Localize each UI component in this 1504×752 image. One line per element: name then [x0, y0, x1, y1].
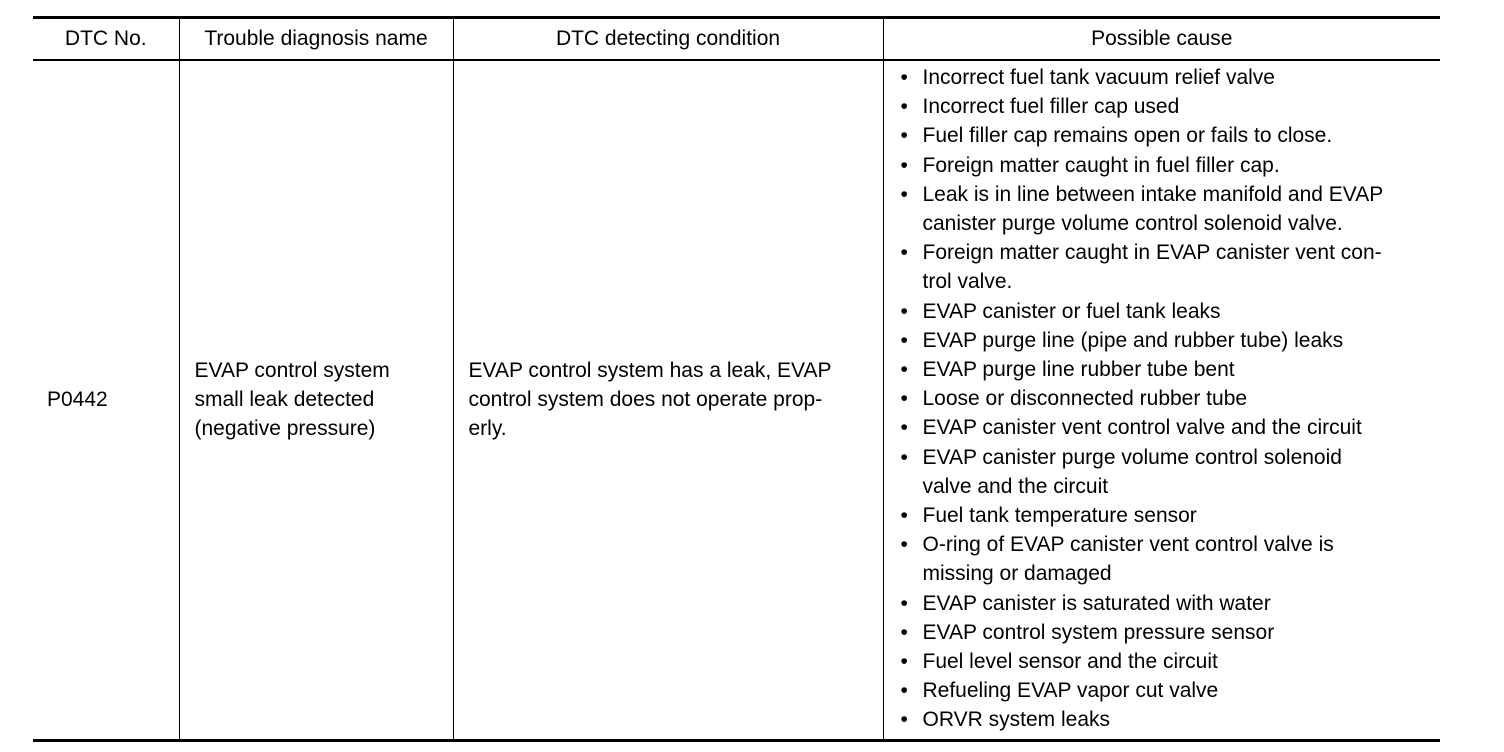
cause-item: • Loose or disconnected rubber tube — [899, 384, 1435, 413]
cause-item: • EVAP canister is saturated with water — [899, 589, 1435, 618]
header-diagnosis-name: Trouble diagnosis name — [179, 18, 453, 61]
header-detecting-condition: DTC detecting condition — [453, 18, 883, 61]
dtc-code-cell: P0442 — [47, 388, 108, 412]
condition-line: erly. — [468, 417, 507, 441]
detecting-condition-cell — [453, 60, 883, 740]
cause-item: • EVAP purge line (pipe and rubber tube) leaks — [899, 326, 1435, 355]
cause-item: • EVAP purge line rubber tube bent — [899, 355, 1435, 384]
cause-item: • Fuel level sensor and the circuit — [899, 647, 1435, 676]
cause-item: • EVAP control system pressure sensor — [899, 618, 1435, 647]
possible-cause-cell — [883, 60, 1440, 740]
header-dtc-no: DTC No. — [64, 27, 147, 50]
cause-item: • EVAP canister or fuel tank leaks — [899, 297, 1435, 326]
dtc-table-wrapper — [33, 16, 1440, 742]
diagnosis-name-cell — [179, 60, 453, 740]
diagnosis-name-line: EVAP control system — [194, 359, 390, 383]
possible-cause-list — [899, 63, 1435, 735]
condition-line: control system does not operate prop- — [468, 388, 823, 412]
condition-line: EVAP control system has a leak, EVAP — [468, 359, 832, 383]
cause-item: • EVAP canister vent control valve and the circuit — [899, 413, 1435, 442]
header-row — [33, 18, 1440, 61]
cause-item: • Refueling EVAP vapor cut valve — [899, 676, 1435, 705]
diagnosis-name-line: (negative pressure) — [194, 417, 376, 441]
cause-item: • Fuel filler cap remains open or fails to close. — [899, 121, 1435, 150]
table-row — [33, 60, 1440, 740]
cause-item: • Fuel tank temperature sensor — [899, 501, 1435, 530]
cause-item: • Foreign matter caught in fuel filler cap. — [899, 151, 1435, 180]
cause-item: • Incorrect fuel filler cap used — [899, 92, 1435, 121]
cause-item: • Incorrect fuel tank vacuum relief valve — [899, 63, 1435, 92]
cause-item: • Foreign matter caught in EVAP canister vent con- trol valve. — [899, 238, 1435, 296]
cause-item: • EVAP canister purge volume control solenoid valve and the circuit — [899, 443, 1435, 501]
dtc-table — [33, 16, 1440, 742]
cause-item: • Leak is in line between intake manifold and EVAP canister purge volume control solenoid valve. — [899, 180, 1435, 238]
cause-item: • O-ring of EVAP canister vent control valve is missing or damaged — [899, 530, 1435, 588]
header-possible-cause: Possible cause — [883, 18, 1440, 61]
cause-item: • ORVR system leaks — [899, 705, 1435, 734]
diagnosis-name-line: small leak detected — [194, 388, 375, 412]
